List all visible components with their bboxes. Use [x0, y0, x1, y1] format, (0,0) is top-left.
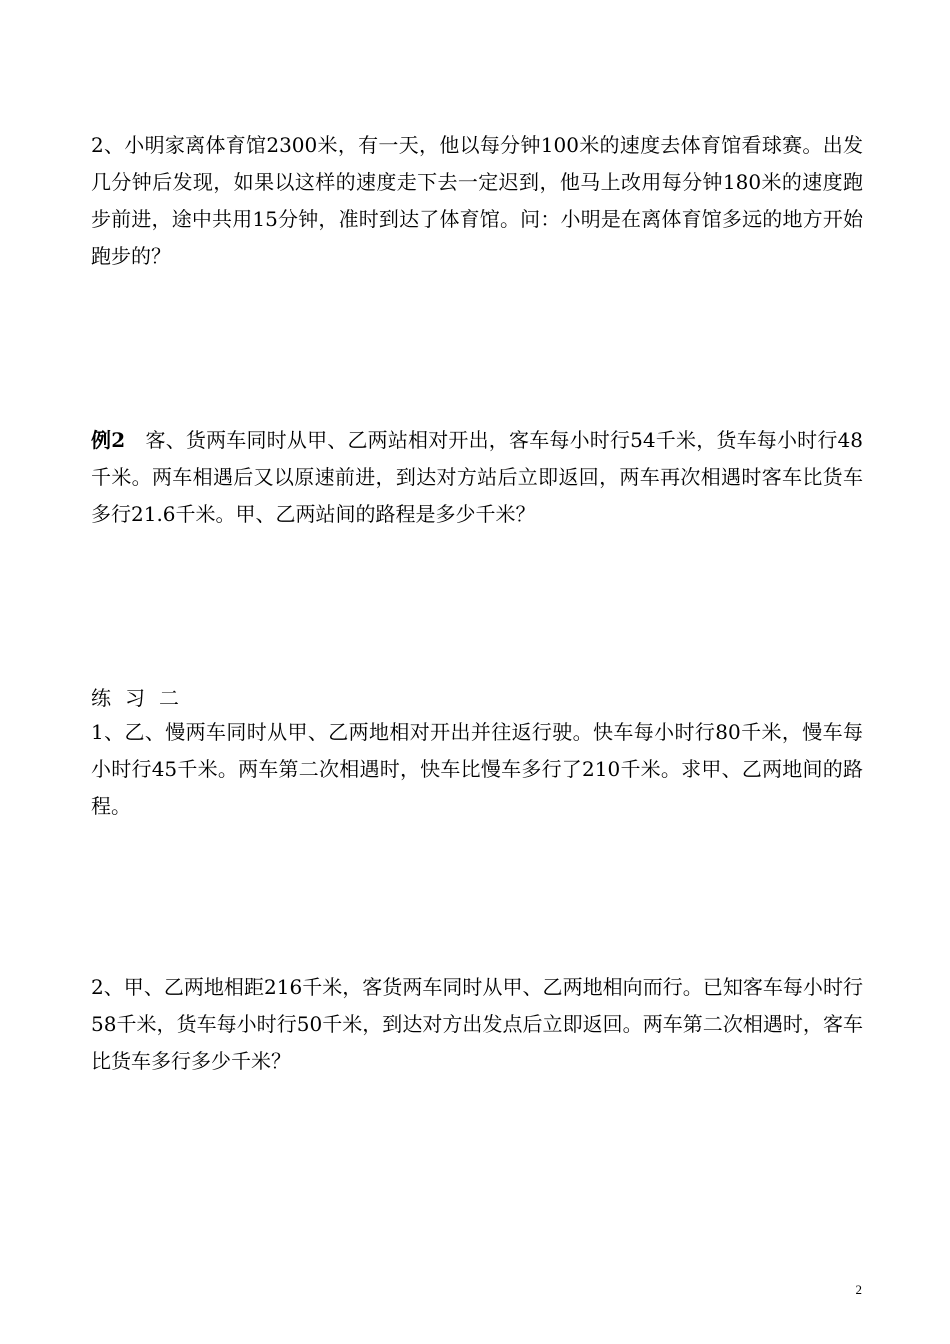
problem-2-walking-running: 2、小明家离体育馆2300米，有一天，他以每分钟100米的速度去体育馆看球赛。出发几分钟后发现，如果以这样的速度走下去一定迟到，他马上改用每分钟180米的速度跑步前进，途中共用15分钟，准时到达了体育馆。问：小明是在离体育馆多远的地方开始跑步的？: [91, 133, 863, 268]
example-label: 例2: [91, 428, 126, 452]
practice-problem-1: 1、乙、慢两车同时从甲、乙两地相对开出并往返行驶。快车每小时行80千米，慢车每小时行45千米。两车第二次相遇时，快车比慢车多行了210千米。求甲、乙两地间的路程。: [91, 720, 863, 818]
example-text: 客、货两车同时从甲、乙两站相对开出，客车每小时行54千米，货车每小时行48千米。两车相遇后又以原速前进，到达对方站后立即返回，两车再次相遇时客车比货车多行21.6千米。甲、乙两站间的路程是多少千米？: [91, 428, 864, 526]
practice-heading: 练习二: [91, 686, 193, 710]
example-2: [91, 422, 863, 533]
practice-problem-2: 2、甲、乙两地相距216千米，客货两车同时从甲、乙两地相向而行。已知客车每小时行58千米，货车每小时行50千米，到达对方出发点后立即返回。两车第二次相遇时，客车比货车多行多少千米？: [91, 975, 863, 1073]
page-number: 2: [855, 1282, 862, 1297]
